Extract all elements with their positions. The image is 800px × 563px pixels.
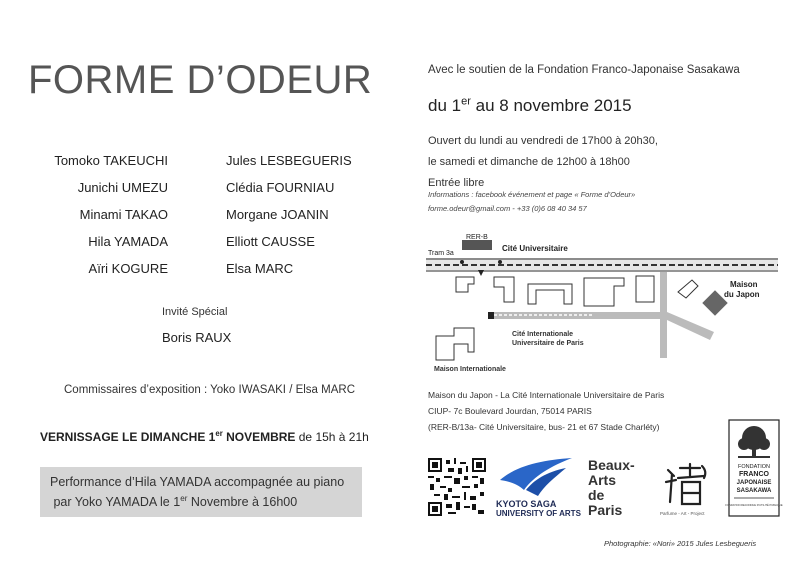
- vernissage-bold: VERNISSAGE LE DIMANCHE 1er NOVEMBRE: [40, 429, 296, 444]
- svg-text:FONDATION RECONNUE D'UTILITÉ P: FONDATION RECONNUE D'UTILITÉ PUBLIQUE: [725, 504, 783, 507]
- artist-name: Elsa MARC: [226, 261, 294, 276]
- exhibition-title: FORME D’ODEUR: [28, 58, 373, 102]
- artist-name: Hila YAMADA: [88, 234, 168, 249]
- vernissage-time: de 15h à 21h: [295, 430, 369, 444]
- performance-box: [40, 467, 362, 517]
- tram-label: Tram 3a: [428, 250, 454, 257]
- maison-int-label: Maison Internationale: [434, 366, 506, 373]
- maison-japon-label-1: Maison: [730, 280, 758, 289]
- rer-box: [462, 240, 492, 250]
- artist-name: Minami TAKAO: [79, 207, 168, 222]
- contact-email: forme.odeur@gmail.com - +33 (0)6 08 40 34 57: [428, 204, 587, 213]
- qr-code-icon: [428, 458, 486, 516]
- svg-text:JAPONAISE: JAPONAISE: [736, 480, 772, 486]
- maison-japon-label-2: du Japon: [724, 290, 760, 299]
- building-outline: [528, 284, 572, 304]
- artist-name: Morgane JOANIN: [226, 207, 329, 222]
- svg-text:FONDATION: FONDATION: [738, 464, 770, 470]
- rer-label: RER-B: [466, 234, 488, 241]
- kyoto-saga-logo-icon: [496, 456, 576, 500]
- artist-list-right: [226, 152, 352, 287]
- hours-line: Ouvert du lundi au vendredi de 17h00 à 20h30,: [428, 135, 658, 147]
- artist-name: Elliott CAUSSE: [226, 234, 315, 249]
- fondation-sasakawa-logo-icon: [724, 418, 784, 518]
- rer-stop: [498, 260, 502, 264]
- hours-line: Entrée libre: [428, 177, 485, 189]
- opening-hours: [428, 131, 658, 194]
- building-outline: [494, 277, 514, 302]
- tram-stop: [460, 260, 464, 264]
- cite-label-1: Cité Internationale: [512, 331, 574, 338]
- beaux-arts-logo: Beaux- Arts de Paris: [588, 457, 635, 518]
- arrow-down-icon: [478, 270, 484, 276]
- road-vertical: [660, 272, 667, 358]
- cite-label-2: Universitaire de Paris: [512, 340, 584, 347]
- venue-address: [428, 387, 664, 435]
- road-diagonal: [667, 312, 714, 340]
- building-outline: [584, 278, 624, 306]
- artist-name: Jules LESBEGUERIS: [226, 153, 352, 168]
- vernissage-line: [40, 430, 369, 444]
- building-outline: [436, 328, 474, 360]
- photo-credit: Photographie: «Nori» 2015 Jules Lesbegueris: [604, 539, 757, 548]
- svg-text:SASAKAWA: SASAKAWA: [736, 488, 772, 494]
- curators-line: Commissaires d’exposition : Yoko IWASAKI / Elsa MARC: [64, 384, 356, 396]
- svg-text:FRANCO: FRANCO: [739, 471, 769, 478]
- artist-name: Aïri KOGURE: [88, 261, 168, 276]
- performance-line-1: Performance d’Hila YAMADA accompagnée au piano: [50, 475, 345, 489]
- exhibition-dates: du 1er au 8 novembre 2015: [428, 95, 632, 115]
- entrance-marker: [488, 312, 494, 319]
- info-line: Informations : facebook événement et page « Forme d’Odeur»: [428, 190, 636, 199]
- building-outline: [678, 280, 698, 298]
- performance-line-2: par Yoko YAMADA le 1er Novembre à 16h00: [53, 493, 298, 509]
- kyoto-saga-text: KYOTO SAGA UNIVERSITY OF ARTS: [496, 499, 581, 518]
- calligraphy-caption: Parfume - Art - Project: [660, 511, 705, 516]
- artist-name: Tomoko TAKEUCHI: [54, 153, 168, 168]
- guest-label: Invité Spécial: [162, 306, 228, 318]
- guest-name: Boris RAUX: [162, 330, 232, 345]
- artist-list-left: [40, 152, 168, 287]
- building-outline: [636, 276, 654, 302]
- hours-line: le samedi et dimanche de 12h00 à 18h00: [428, 156, 630, 168]
- calligraphy-logo-icon: [660, 462, 710, 510]
- building-outline: [456, 277, 474, 292]
- location-map: [424, 232, 784, 382]
- address-line: CIUP- 7c Boulevard Jourdan, 75014 PARIS: [428, 406, 592, 416]
- contact-info: [428, 188, 635, 216]
- station-label: Cité Universitaire: [502, 244, 568, 253]
- address-line: Maison du Japon - La Cité Internationale Universitaire de Paris: [428, 390, 665, 400]
- address-line: (RER-B/13a- Cité Universitaire, bus- 21 et 67 Stade Charléty): [428, 422, 660, 432]
- artist-name: Clédia FOURNIAU: [226, 180, 335, 195]
- artist-name: Junichi UMEZU: [77, 180, 168, 195]
- support-line: Avec le soutien de la Fondation Franco-Japonaise Sasakawa: [428, 64, 740, 76]
